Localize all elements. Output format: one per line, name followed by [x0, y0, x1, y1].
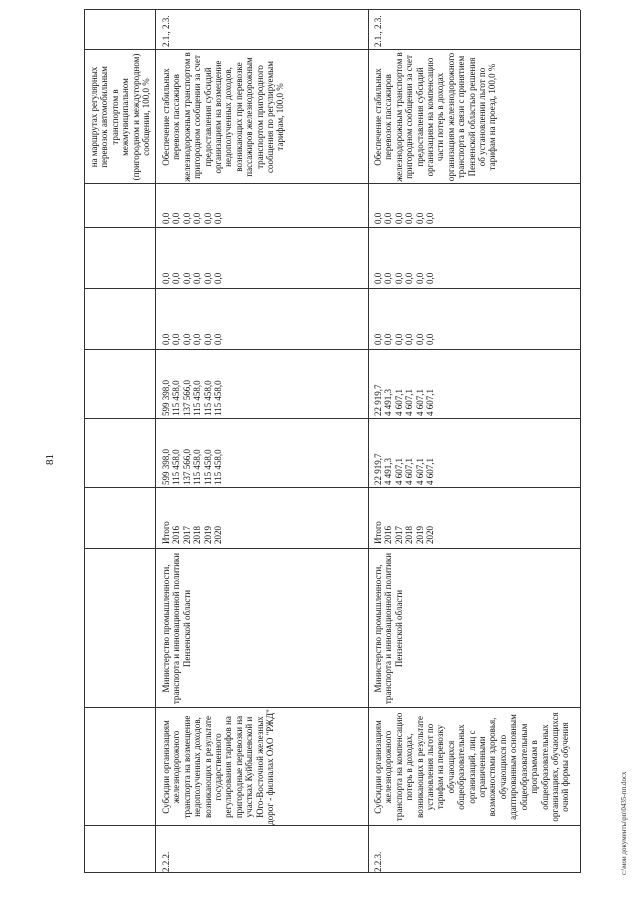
value-cell: 115 458,0	[202, 380, 213, 416]
year-cell: 2016	[171, 526, 182, 544]
value-cell: 599 398,0	[161, 449, 171, 485]
year-cell: 2017	[181, 526, 192, 544]
value-cell: 115 458,0	[192, 449, 203, 485]
value-cell: 4 491,3	[383, 458, 394, 485]
other-funding-column	[373, 186, 435, 224]
value-cell: 4 607,1	[424, 458, 435, 485]
regional-funding-column	[373, 352, 435, 416]
value-cell: 4 607,1	[393, 389, 404, 416]
value-cell: 22 919,7	[373, 384, 383, 416]
value-cell: 0,0	[393, 212, 404, 224]
value-cell: 4 607,1	[393, 458, 404, 485]
year-cell: Итого	[373, 521, 383, 544]
col-border	[84, 9, 580, 10]
value-cell: 0,0	[171, 333, 182, 345]
task-reference: 2.1., 2.3.	[373, 15, 383, 47]
value-cell: 0,0	[373, 333, 383, 345]
value-cell: 115 458,0	[202, 449, 213, 485]
value-cell: 115 458,0	[192, 380, 203, 416]
indicator-continuation: на маршрутах регулярных перевозок автомобильным транспортом в межмуниципальном (пригородном и междугородном) сообщении, 100,0 %	[89, 53, 152, 181]
col-border	[84, 487, 580, 488]
executor: Министерство промышленности, транспорта и инновационной политики Пензенской области	[373, 552, 404, 705]
value-cell: 0,0	[171, 272, 182, 284]
table-bottom-border	[580, 10, 581, 873]
total-funding-column	[373, 421, 435, 485]
years-column	[161, 490, 223, 544]
value-cell: 0,0	[373, 212, 383, 224]
value-cell: 4 607,1	[424, 389, 435, 416]
value-cell: 0,0	[161, 272, 171, 284]
regional-funding-column	[161, 352, 223, 416]
page-number: 81	[44, 454, 56, 465]
file-path-footer: c:\мои документы\рп\0435-пп.docx	[620, 771, 628, 875]
indicator: Обеспечение стабильных перевозок пассажиров железнодорожным транспортом в пригородном сообщении за счет предоставления субсидий организациям на возмещение недополученных доходов, возникающих при перевозке пассажиров железнодорожным транспортом пригородного сообщения по регулируемым тарифам, 100,0 %	[161, 52, 286, 182]
row-separator	[368, 10, 369, 873]
value-cell: 0,0	[383, 333, 394, 345]
year-cell: 2019	[202, 526, 213, 544]
col-border	[84, 288, 580, 289]
value-cell: 0,0	[373, 272, 383, 284]
col-border	[84, 49, 580, 50]
value-cell: 0,0	[202, 212, 213, 224]
measure-name: Субсидии организациям железнодорожного транспорта на компенсацию потерь в доходах, возникающих в результате установления льгот по тарифам на перевозку обучающихся общеобразовательных организаций, лиц с ограниченными возможностями здоровья, обучающихся по адаптированным основным общеобразовательным программам в общеобразовательных организациях, обучающихся очной формы обучения	[373, 712, 571, 822]
year-cell: 2020	[424, 526, 435, 544]
value-cell: 0,0	[383, 272, 394, 284]
value-cell: 0,0	[212, 212, 223, 224]
value-cell: 115 458,0	[171, 380, 182, 416]
value-cell: 0,0	[192, 212, 203, 224]
col-border	[84, 349, 580, 350]
value-cell: 0,0	[161, 333, 171, 345]
year-cell: 2018	[192, 526, 203, 544]
total-funding-column	[161, 421, 223, 485]
value-cell: 0,0	[424, 333, 435, 345]
value-cell: 0,0	[202, 272, 213, 284]
value-cell: 0,0	[393, 272, 404, 284]
value-cell: 0,0	[393, 333, 404, 345]
value-cell: 0,0	[192, 272, 203, 284]
value-cell: 0,0	[383, 212, 394, 224]
value-cell: 4 607,1	[404, 389, 415, 416]
value-cell: 599 398,0	[161, 380, 171, 416]
value-cell: 137 566,0	[181, 449, 192, 485]
value-cell: 0,0	[161, 212, 171, 224]
col-border	[84, 548, 580, 549]
value-cell: 0,0	[404, 333, 415, 345]
federal-funding-column	[161, 291, 223, 345]
value-cell: 0,0	[424, 212, 435, 224]
value-cell: 0,0	[414, 212, 425, 224]
value-cell: 137 566,0	[181, 380, 192, 416]
value-cell: 0,0	[171, 212, 182, 224]
col-border	[84, 872, 580, 873]
year-cell: 2017	[393, 526, 404, 544]
value-cell: 0,0	[404, 272, 415, 284]
executor: Министерство промышленности, транспорта и инновационной политики Пензенской области	[161, 552, 192, 705]
row-id: 2.2.3.	[373, 851, 383, 872]
col-border	[84, 825, 580, 826]
row-id: 2.2.2.	[161, 851, 171, 872]
value-cell: 0,0	[212, 333, 223, 345]
value-cell: 4 607,1	[404, 458, 415, 485]
value-cell: 0,0	[404, 212, 415, 224]
value-cell: 4 491,3	[383, 389, 394, 416]
task-reference: 2.1., 2.3.	[161, 15, 171, 47]
year-cell: 2018	[404, 526, 415, 544]
col-border	[84, 183, 580, 184]
indicator: Обеспечение стабильных перевозок пассажиров железнодорожным транспортом в пригородном сообщении за счет предоставления субсидий организациям на компенсацию части потерь в доходах организациям железнодорожного транспорта в связи с принятием Пензенской областью решения об установлении льгот по тарифам на проезд, 100,0 %	[373, 52, 498, 182]
years-column	[373, 490, 435, 544]
col-border	[84, 418, 580, 419]
value-cell: 0,0	[181, 333, 192, 345]
value-cell: 115 458,0	[212, 449, 223, 485]
value-cell: 115 458,0	[212, 380, 223, 416]
value-cell: 0,0	[202, 333, 213, 345]
measure-name: Субсидии организациям железнодорожного транспорта на возмещение недополученных доходов, возникающих в результате государственного регулирования тарифов на пригородные перевозки на участках Куйбышевской и Юго-Восточной железных дорог - филиалах ОАО "РЖД"	[161, 709, 276, 825]
other-funding-column	[161, 186, 223, 224]
row-separator	[155, 10, 156, 873]
value-cell: 0,0	[212, 272, 223, 284]
table-top-border	[84, 10, 85, 873]
col-border	[84, 707, 580, 708]
value-cell: 0,0	[192, 333, 203, 345]
year-cell: 2019	[414, 526, 425, 544]
value-cell: 0,0	[181, 212, 192, 224]
value-cell: 115 458,0	[171, 449, 182, 485]
value-cell: 22 919,7	[373, 453, 383, 485]
year-cell: 2020	[212, 526, 223, 544]
local-funding-column	[161, 230, 223, 284]
col-border	[84, 227, 580, 228]
value-cell: 0,0	[414, 333, 425, 345]
year-cell: 2016	[383, 526, 394, 544]
value-cell: 4 607,1	[414, 458, 425, 485]
local-funding-column	[373, 230, 435, 284]
value-cell: 0,0	[414, 272, 425, 284]
value-cell: 4 607,1	[414, 389, 425, 416]
federal-funding-column	[373, 291, 435, 345]
year-cell: Итого	[161, 521, 171, 544]
value-cell: 0,0	[181, 272, 192, 284]
value-cell: 0,0	[424, 272, 435, 284]
